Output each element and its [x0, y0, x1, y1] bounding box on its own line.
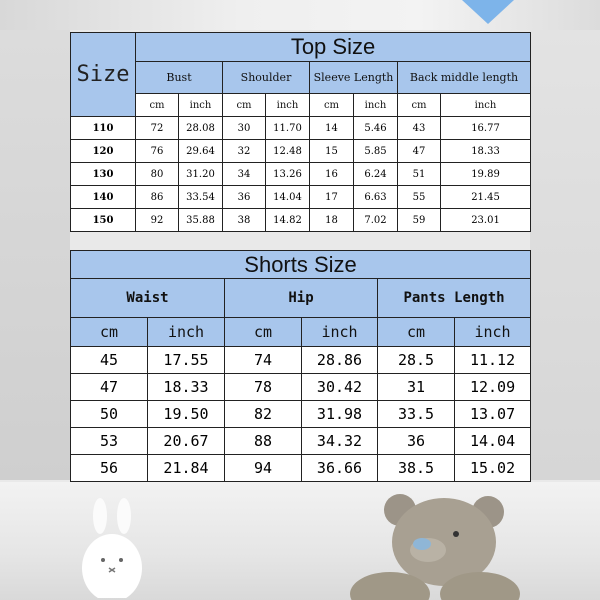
table-cell: 19.89	[441, 163, 531, 186]
table-cell: 13.26	[266, 163, 310, 186]
table-cell: 30.42	[302, 374, 378, 401]
table-cell: 21.84	[148, 455, 225, 482]
table-cell: 17	[310, 186, 354, 209]
table-row	[71, 186, 531, 209]
table-cell: 28.5	[378, 347, 455, 374]
table-cell: 56	[71, 455, 148, 482]
unit-inch: inch	[302, 318, 378, 347]
table-cell: 43	[398, 117, 441, 140]
hip-header: Hip	[225, 279, 378, 318]
table-cell: 17.55	[148, 347, 225, 374]
table-cell: 47	[71, 374, 148, 401]
table-cell: 5.85	[354, 140, 398, 163]
top-size-title: Top Size	[136, 33, 531, 62]
unit-inch: inch	[179, 94, 223, 117]
table-cell: 33.5	[378, 401, 455, 428]
table-cell: 28.08	[179, 117, 223, 140]
table-cell: 51	[398, 163, 441, 186]
bunny-lamp-image	[78, 498, 148, 598]
table-row	[71, 117, 531, 140]
unit-cm: cm	[398, 94, 441, 117]
table-cell: 14.82	[266, 209, 310, 232]
table-cell: 20.67	[148, 428, 225, 455]
unit-inch: inch	[441, 94, 531, 117]
table-cell: 15	[310, 140, 354, 163]
table-cell: 110	[71, 117, 136, 140]
table-cell: 30	[223, 117, 266, 140]
table-cell: 29.64	[179, 140, 223, 163]
size-column-header: Size	[71, 33, 136, 117]
table-cell: 28.86	[302, 347, 378, 374]
table-cell: 50	[71, 401, 148, 428]
table-cell: 76	[136, 140, 179, 163]
table-cell: 15.02	[455, 455, 531, 482]
table-cell: 150	[71, 209, 136, 232]
table-cell: 13.07	[455, 401, 531, 428]
table-cell: 18	[310, 209, 354, 232]
table-cell: 14.04	[266, 186, 310, 209]
shorts-size-rows	[71, 347, 531, 482]
table-cell: 16	[310, 163, 354, 186]
table-cell: 12.09	[455, 374, 531, 401]
table-row	[71, 374, 531, 401]
shorts-size-title: Shorts Size	[71, 251, 531, 279]
bust-header: Bust	[136, 62, 223, 94]
table-cell: 38.5	[378, 455, 455, 482]
table-cell: 33.54	[179, 186, 223, 209]
table-cell: 55	[398, 186, 441, 209]
table-row	[71, 163, 531, 186]
table-cell: 120	[71, 140, 136, 163]
table-cell: 80	[136, 163, 179, 186]
unit-inch: inch	[354, 94, 398, 117]
background-left	[0, 30, 70, 480]
table-cell: 36.66	[302, 455, 378, 482]
shoulder-header: Shoulder	[223, 62, 310, 94]
waist-header: Waist	[71, 279, 225, 318]
table-cell: 23.01	[441, 209, 531, 232]
table-row	[71, 140, 531, 163]
table-row	[71, 347, 531, 374]
table-cell: 19.50	[148, 401, 225, 428]
table-cell: 35.88	[179, 209, 223, 232]
table-cell: 21.45	[441, 186, 531, 209]
unit-cm: cm	[310, 94, 354, 117]
decorative-triangle	[462, 0, 514, 24]
table-cell: 140	[71, 186, 136, 209]
table-cell: 47	[398, 140, 441, 163]
back-middle-length-header: Back middle length	[398, 62, 531, 94]
unit-cm: cm	[223, 94, 266, 117]
table-cell: 92	[136, 209, 179, 232]
table-cell: 14	[310, 117, 354, 140]
table-cell: 18.33	[148, 374, 225, 401]
table-cell: 94	[225, 455, 302, 482]
table-cell: 74	[225, 347, 302, 374]
table-cell: 5.46	[354, 117, 398, 140]
table-cell: 31.20	[179, 163, 223, 186]
top-size-rows	[71, 117, 531, 232]
table-row	[71, 428, 531, 455]
unit-cm: cm	[225, 318, 302, 347]
table-cell: 11.70	[266, 117, 310, 140]
table-cell: 34	[223, 163, 266, 186]
table-cell: 34.32	[302, 428, 378, 455]
table-cell: 53	[71, 428, 148, 455]
background-right	[530, 30, 600, 480]
table-cell: 12.48	[266, 140, 310, 163]
table-cell: 82	[225, 401, 302, 428]
top-size-table	[70, 32, 531, 232]
teddy-bear-image	[330, 482, 530, 600]
unit-inch: inch	[266, 94, 310, 117]
table-cell: 14.04	[455, 428, 531, 455]
table-cell: 72	[136, 117, 179, 140]
table-row	[71, 209, 531, 232]
table-cell: 36	[223, 186, 266, 209]
table-cell: 88	[225, 428, 302, 455]
unit-cm: cm	[71, 318, 148, 347]
table-cell: 11.12	[455, 347, 531, 374]
unit-inch: inch	[148, 318, 225, 347]
table-cell: 130	[71, 163, 136, 186]
table-cell: 7.02	[354, 209, 398, 232]
sleeve-length-header: Sleeve Length	[310, 62, 398, 94]
shorts-size-table	[70, 250, 531, 482]
table-cell: 6.63	[354, 186, 398, 209]
table-cell: 6.24	[354, 163, 398, 186]
table-row	[71, 401, 531, 428]
table-cell: 32	[223, 140, 266, 163]
table-cell: 86	[136, 186, 179, 209]
table-cell: 59	[398, 209, 441, 232]
table-cell: 31.98	[302, 401, 378, 428]
unit-cm: cm	[136, 94, 179, 117]
table-cell: 18.33	[441, 140, 531, 163]
pants-length-header: Pants Length	[378, 279, 531, 318]
table-cell: 78	[225, 374, 302, 401]
unit-inch: inch	[455, 318, 531, 347]
table-cell: 38	[223, 209, 266, 232]
unit-cm: cm	[378, 318, 455, 347]
table-cell: 31	[378, 374, 455, 401]
table-cell: 16.77	[441, 117, 531, 140]
table-row	[71, 455, 531, 482]
table-cell: 36	[378, 428, 455, 455]
table-cell: 45	[71, 347, 148, 374]
